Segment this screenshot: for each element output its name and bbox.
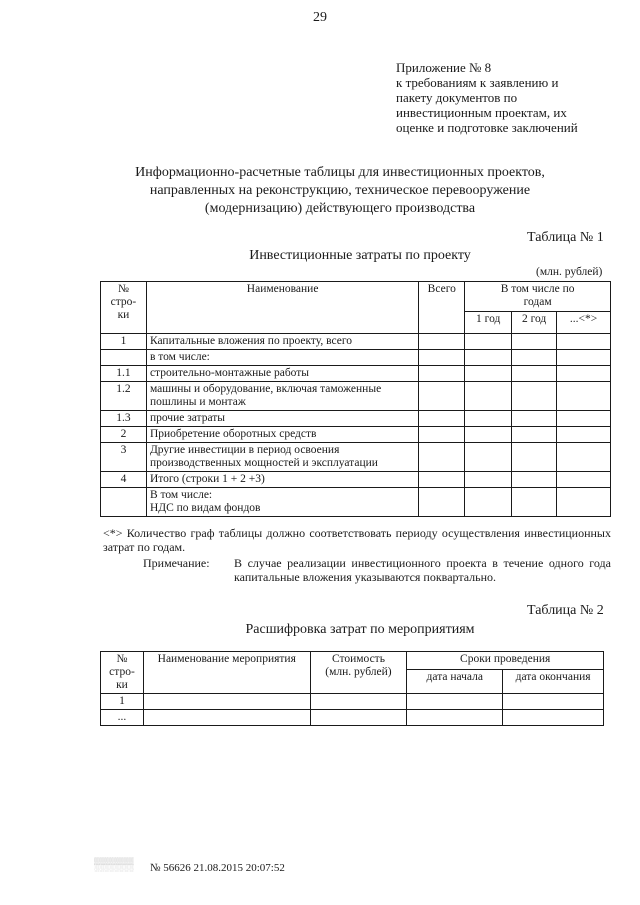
table2-header-name: Наименование мероприятия (143, 652, 310, 694)
faded-stamp: ▒▒▒▒▒▒▒▒ ░░░░░░░░ (94, 857, 134, 872)
table1-label: Таблица № 1 (527, 230, 604, 245)
table1-header-year2: 2 год (512, 312, 557, 334)
table1-header-total: Всего (419, 282, 465, 334)
table2-header-end: дата окончания (503, 670, 604, 694)
table2-label: Таблица № 2 (527, 603, 604, 618)
table1-header-year-more: ...<*> (557, 312, 611, 334)
document-title-line: (модернизацию) действующего производства (204, 201, 476, 216)
table2 (100, 651, 604, 726)
appendix-line: пакету документов по (396, 90, 518, 105)
table1-header-name: Наименование (146, 282, 418, 334)
table1 (100, 281, 611, 517)
table1-title: Инвестиционные затраты по проекту (249, 248, 471, 263)
appendix-line: оценке и подготовке заключений (396, 120, 578, 135)
table2-header-terms: Сроки проведения (407, 652, 604, 670)
appendix-block (396, 60, 636, 135)
table-row: 1 Капитальные вложения по проекту, всего (101, 334, 611, 350)
document-title-line: Информационно-расчетные таблицы для инвестиционных проектов, (135, 165, 545, 180)
table-row: ... (101, 710, 604, 726)
table1-note-label: Примечание: (143, 556, 210, 570)
table1-unit: (млн. рублей) (536, 266, 603, 278)
appendix-line: инвестиционным проектам, их (396, 105, 567, 120)
table-row: 1.3 прочие затраты (101, 411, 611, 427)
table1-header-year1: 1 год (465, 312, 512, 334)
appendix-line: к требованиям к заявлению и (396, 75, 559, 90)
table2-title: Расшифровка затрат по мероприятиям (245, 622, 475, 637)
table2-header-number: № стро- ки (101, 652, 144, 694)
table-row: 1.1 строительно-монтажные работы (101, 366, 611, 382)
page-number: 29 (313, 10, 327, 25)
table2-header-cost: Стоимость (млн. рублей) (310, 652, 407, 694)
table1-note-text: В случае реализации инвестиционного проекта в течение одного года капитальные вложения указываются поквартально. (234, 556, 611, 584)
table-row: 1.2 машины и оборудование, включая таможенные пошлины и монтаж (101, 382, 611, 411)
table-row: 1 (101, 694, 604, 710)
table-row: 4 Итого (строки 1 + 2 +3) (101, 472, 611, 488)
table-row: 2 Приобретение оборотных средств (101, 427, 611, 443)
table1-footnote: <*> Количество граф таблицы должно соответствовать периоду осуществления инвестиционных затрат по годам. (103, 526, 611, 554)
document-title (60, 164, 620, 218)
table-row: 3 Другие инвестиции в период освоения производственных мощностей и эксплуатации (101, 443, 611, 472)
footer-registration: № 56626 21.08.2015 20:07:52 (150, 862, 285, 874)
table2-header-start: дата начала (407, 670, 503, 694)
table1-header-by-years: В том числе по годам (465, 282, 611, 312)
document-title-line: направленных на реконструкцию, техническое перевооружение (149, 183, 531, 198)
table-row: В том числе: НДС по видам фондов (101, 488, 611, 517)
appendix-line: Приложение № 8 (396, 60, 492, 75)
table1-header-number: № стро- ки (101, 282, 147, 334)
table-row: в том числе: (101, 350, 611, 366)
